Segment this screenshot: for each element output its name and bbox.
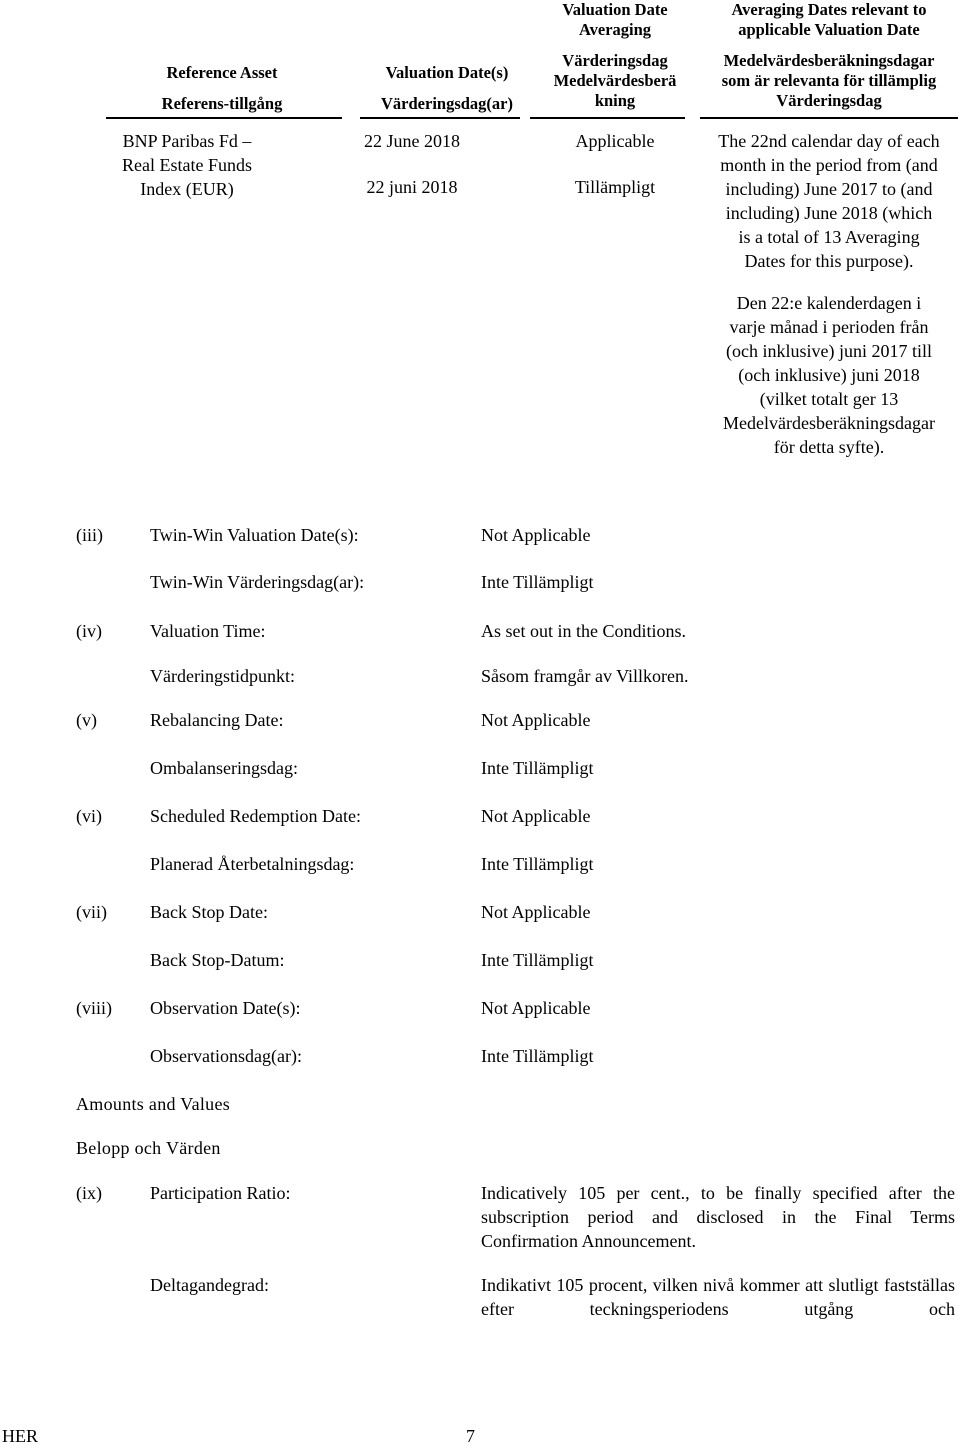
cell-averaging-sv: Tillämpligt [574, 177, 656, 197]
dates-en-line: including) June 2018 (which [725, 203, 933, 223]
header-reference-asset-en: Reference Asset [166, 63, 278, 82]
header-valuation-dates-en: Valuation Date(s) [385, 63, 509, 82]
item-value-sv: Inte Tillämpligt [481, 854, 594, 874]
dates-sv-line: för detta syfte). [773, 437, 885, 457]
item-number: (vii) [76, 902, 107, 922]
section-title-en: Amounts and Values [76, 1094, 231, 1114]
dates-en-line: month in the period from (and [720, 155, 938, 175]
header-averaging [530, 0, 700, 111]
page-number: 7 [466, 1426, 475, 1446]
header-rule [106, 117, 342, 119]
dates-en-line: is a total of 13 Averaging [738, 227, 920, 247]
item-value-en: Not Applicable [481, 998, 591, 1018]
item-label-sv: Twin-Win Värderingsdag(ar): [150, 572, 365, 592]
header-averaging-dates-line: Averaging Dates relevant to [731, 0, 927, 19]
item-label-en: Valuation Time: [150, 621, 266, 641]
item-label-en: Observation Date(s): [150, 998, 301, 1018]
cell-reference-asset [102, 129, 272, 201]
participation-label-sv: Deltagandegrad: [150, 1275, 269, 1295]
item-number: (ix) [76, 1183, 102, 1203]
item-number: (iii) [76, 525, 103, 545]
header-reference-asset [102, 63, 342, 114]
item-value-sv: Inte Tillämpligt [481, 950, 594, 970]
item-label-en: Twin-Win Valuation Date(s): [150, 525, 359, 545]
cell-averaging-dates-en [698, 129, 960, 273]
item-value-en: Not Applicable [481, 806, 591, 826]
item-label-sv: Back Stop-Datum: [150, 950, 285, 970]
header-reference-asset-sv: Referens-tillgång [161, 94, 283, 113]
item-label-en: Rebalancing Date: [150, 710, 284, 730]
item-value-en: Not Applicable [481, 525, 591, 545]
item-label-sv: Ombalanseringsdag: [150, 758, 298, 778]
dates-en-line: including) June 2017 to (and [725, 179, 933, 199]
item-value-sv: Inte Tillämpligt [481, 758, 594, 778]
cell-valuation-date-sv: 22 juni 2018 [366, 177, 458, 197]
dates-sv-line: (vilket totalt ger 13 [759, 389, 899, 409]
item-label-en: Back Stop Date: [150, 902, 268, 922]
item-label-sv: Planerad Återbetalningsdag: [150, 854, 355, 874]
dates-sv-line: Den 22:e kalenderdagen i [736, 293, 922, 313]
item-value-sv: Såsom framgår av Villkoren. [481, 666, 689, 686]
asset-line: BNP Paribas Fd – [122, 131, 252, 151]
item-number: (vi) [76, 806, 102, 826]
header-averaging-dates [700, 0, 958, 111]
header-valuation-dates [352, 63, 542, 114]
item-value-en: As set out in the Conditions. [481, 621, 687, 641]
item-number: (iv) [76, 621, 102, 641]
header-rule [360, 117, 520, 119]
header-averaging-line: kning [594, 91, 636, 110]
cell-averaging-en: Applicable [575, 131, 655, 151]
dates-sv-line: (och inklusive) juni 2018 [738, 365, 920, 385]
cell-valuation-date-en: 22 June 2018 [364, 131, 460, 151]
item-value-sv: Inte Tillämpligt [481, 572, 594, 592]
participation-label-en: Participation Ratio: [150, 1183, 291, 1203]
header-averaging-dates-line: applicable Valuation Date [738, 20, 920, 39]
dates-sv-line: (och inklusive) juni 2017 till [726, 341, 932, 361]
item-number: (viii) [76, 998, 112, 1018]
header-averaging-dates-line: Medelvärdesberäkningsdagar [723, 51, 935, 70]
participation-value-sv: Indikativt 105 procent, vilken nivå kommer att slutligt fastställas efter teckningsperiodens utgång och [481, 1275, 955, 1319]
dates-sv-line: varje månad i perioden från [729, 317, 929, 337]
header-averaging-line: Medelvärdesberä [553, 71, 677, 90]
header-averaging-line: Valuation Date [562, 0, 668, 19]
item-label-sv: Observationsdag(ar): [150, 1046, 302, 1066]
header-averaging-dates-line: som är relevanta för tillämplig [721, 71, 937, 90]
dates-sv-line: Medelvärdesberäkningsdagar [723, 413, 935, 433]
item-label-sv: Värderingstidpunkt: [150, 666, 295, 686]
item-label-en: Scheduled Redemption Date: [150, 806, 361, 826]
header-valuation-dates-sv: Värderingsdag(ar) [381, 94, 513, 113]
dates-en-line: Dates for this purpose). [744, 251, 914, 271]
dates-en-line: The 22nd calendar day of each [718, 131, 940, 151]
header-averaging-dates-line: Värderingsdag [776, 91, 882, 110]
item-value-en: Not Applicable [481, 710, 591, 730]
header-rule [700, 117, 958, 119]
footer-label: HER [2, 1426, 38, 1446]
participation-value-en: Indicatively 105 per cent., to be finally specified after the subscription period and disclosed in the Final Terms Confirmation Announcement. [481, 1183, 955, 1251]
item-number: (v) [76, 710, 97, 730]
item-value-sv: Inte Tillämpligt [481, 1046, 594, 1066]
item-value-en: Not Applicable [481, 902, 591, 922]
section-title-sv: Belopp och Värden [76, 1138, 221, 1158]
header-averaging-line: Värderingsdag [562, 51, 668, 70]
header-averaging-line: Averaging [578, 20, 652, 39]
asset-line: Index (EUR) [140, 179, 234, 199]
header-rule [530, 117, 685, 119]
asset-line: Real Estate Funds [122, 155, 252, 175]
cell-averaging-dates-sv [698, 291, 960, 459]
